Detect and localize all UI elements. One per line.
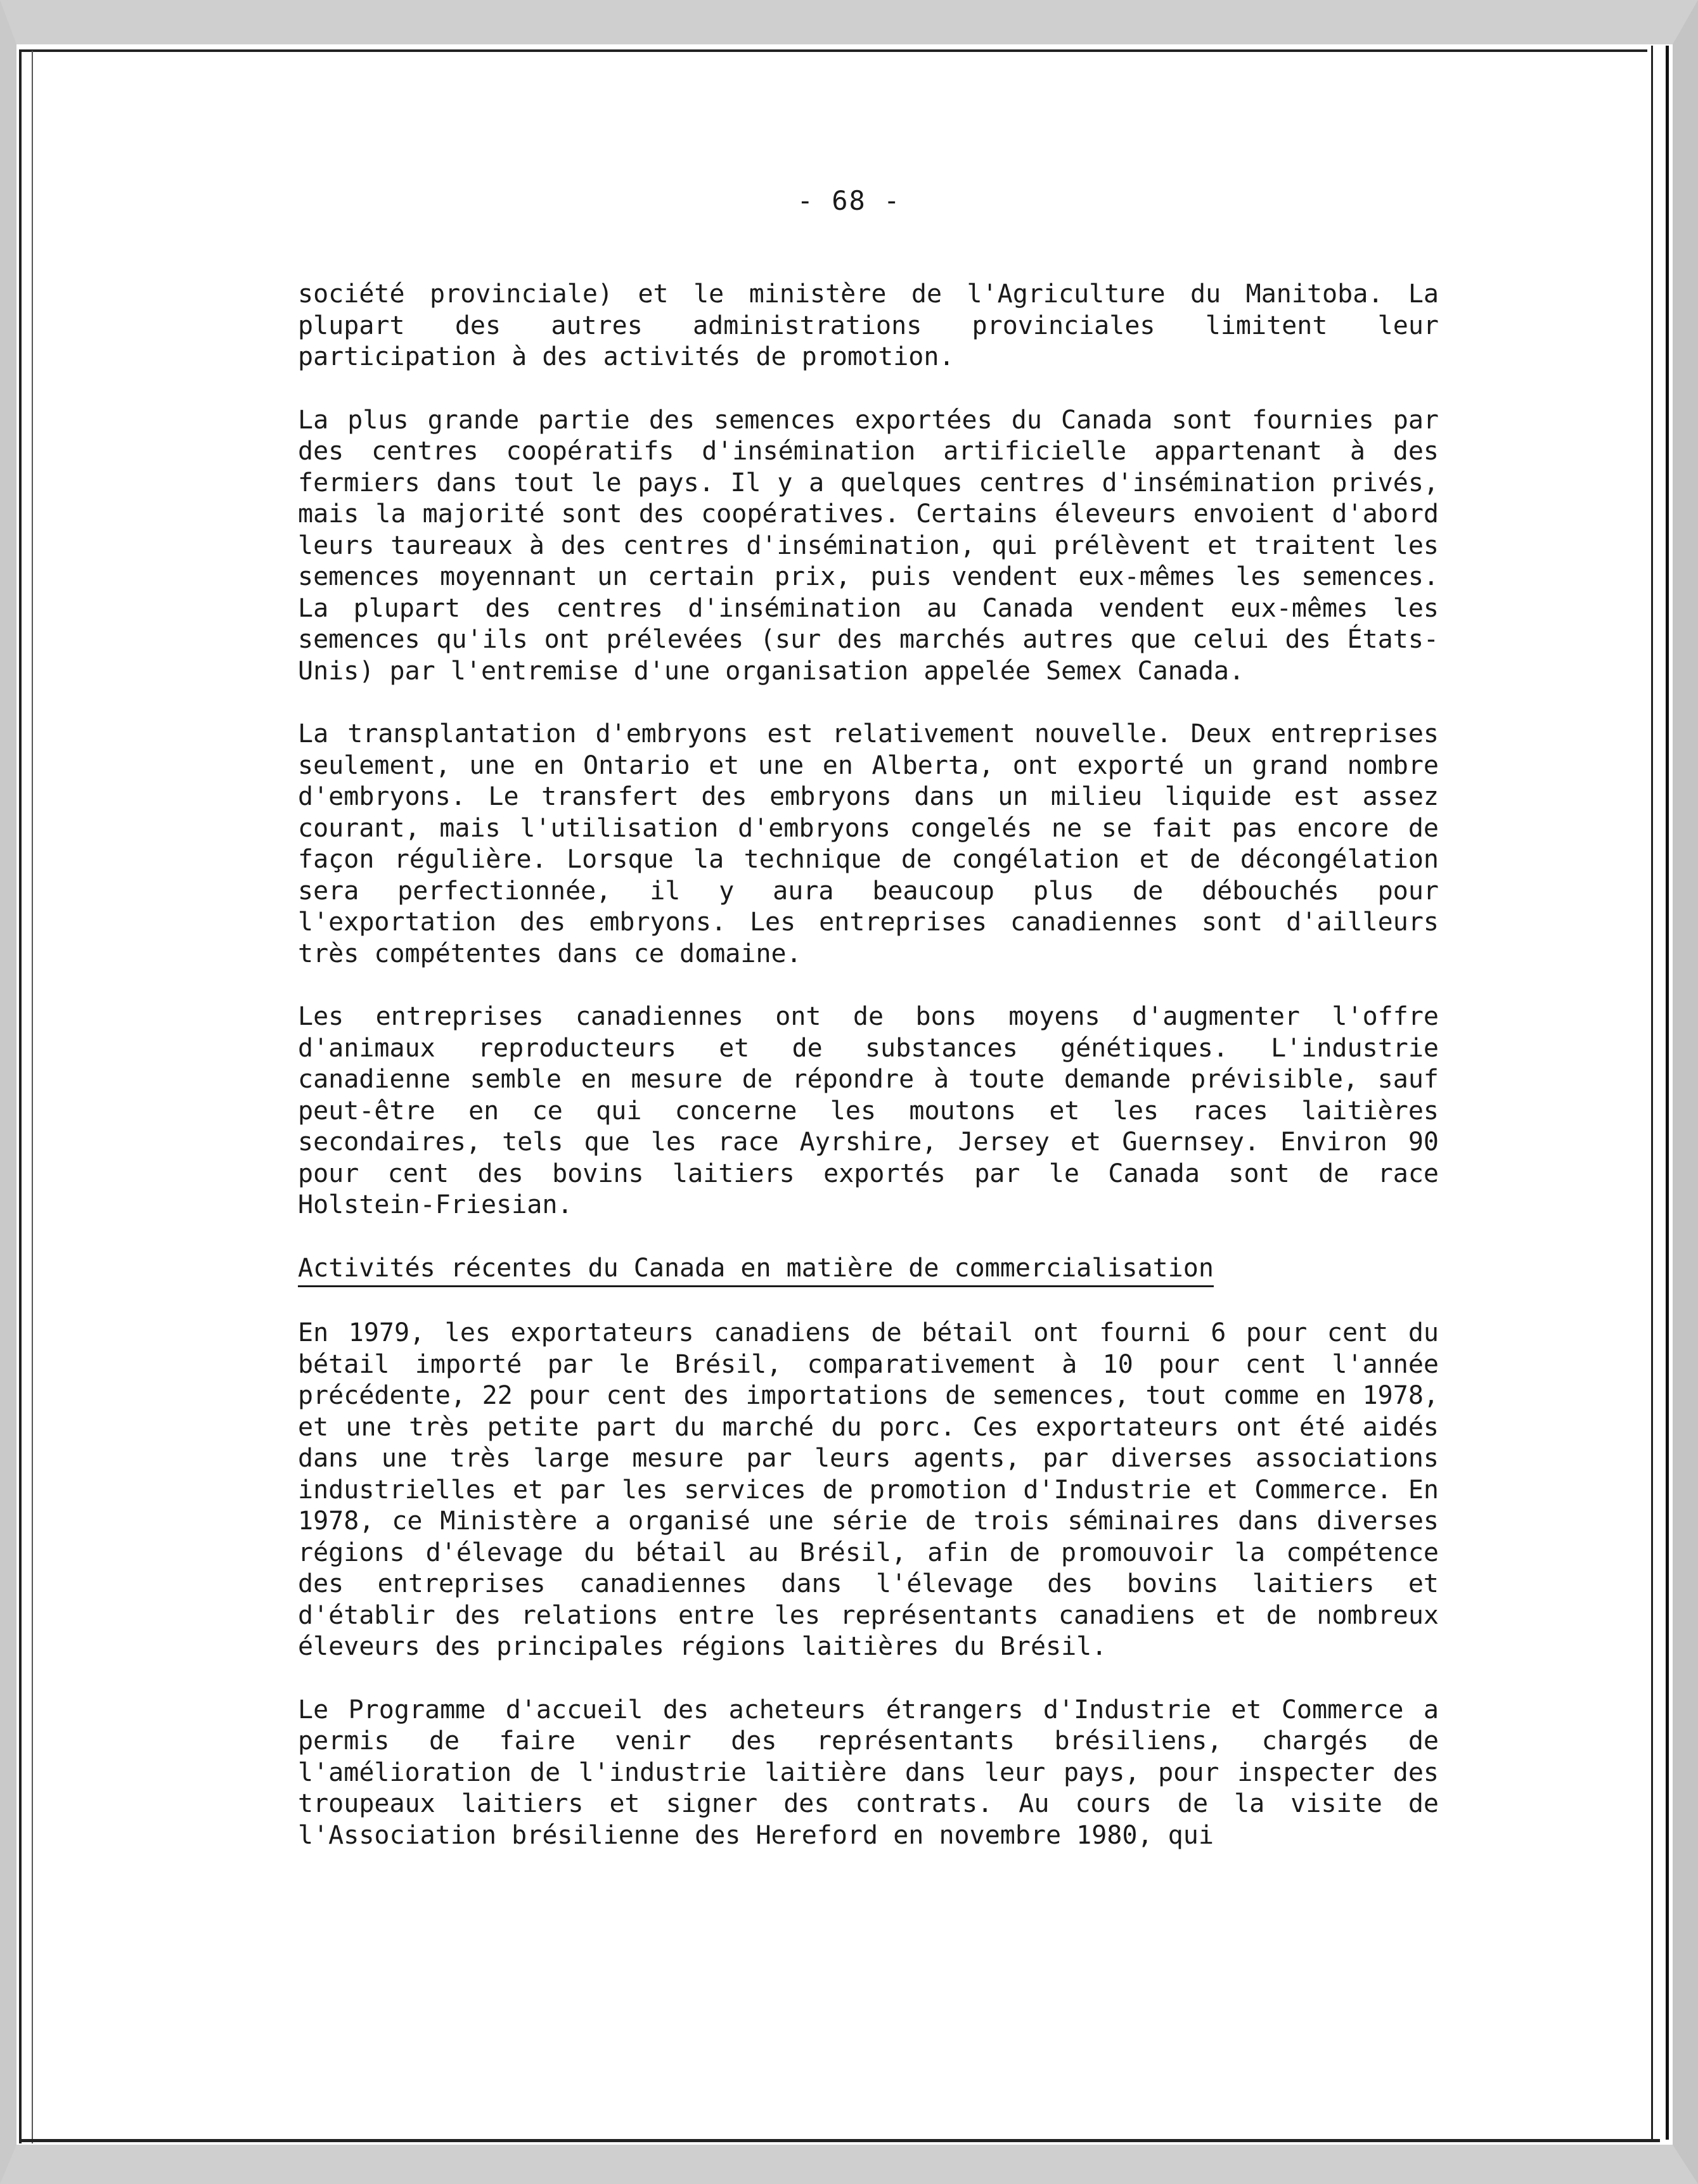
paragraph-3: La transplantation d'embryons est relativement nouvelle. Deux entreprises seulement, une en Ontario et une en Alberta, ont exporté un grand nombre d'embryons. Le transfert des embryons dans un milieu liquide est assez courant, mais l'utilisation d'embryons congelés ne se fait pas encore de façon régulière. Lorsque la technique de congélation et de décongélation sera perfectionnée, il y aura beaucoup plus de débouchés pour l'exportation des embryons. Les entreprises canadiennes sont d'ailleurs très compétentes dans ce domaine. [298,719,1439,968]
paragraph-1: société provinciale) et le ministère de l'Agriculture du Manitoba. La plupart des autres administrations provinciales limitent leur participation à des activités de promotion. [298,279,1439,371]
binder-right-edge [1651,46,1669,2140]
section-paragraph-1: En 1979, les exportateurs canadiens de bétail ont fourni 6 pour cent du bétail importé par le Brésil, comparativement à 10 pour cent l'année précédente, 22 pour cent des importations de semences, tout comme en 1978, et une très petite part du marché du porc. Ces exportateurs ont été aidés dans une très large mesure par leurs agents, par diverses associations industrielles et par les services de promotion d'Industrie et Commerce. En 1978, ce Ministère a organisé une série de trois séminaires dans diverses régions d'élevage du bétail au Brésil, afin de promouvoir la compétence des entreprises canadiennes dans l'élevage des bovins laitiers et d'établir des relations entre les représentants canadiens et de nombreux éleveurs des principales régions laitières du Brésil. [298,1318,1439,1661]
binder-bottom-edge [19,2139,1660,2142]
paragraph-4: Les entreprises canadiennes ont de bons moyens d'augmenter l'offre d'animaux reproducteurs et de substances génétiques. L'industrie canadienne semble en mesure de répondre à toute demande prévisible, sauf peut-être en ce qui concerne les moutons et les races laitières secondaires, tels que les race Ayrshire, Jersey et Guernsey. Environ 90 pour cent des bovins laitiers exportés par le Canada sont de race Holstein-Friesian. [298,1002,1439,1219]
page-number: - 68 - [797,185,901,216]
section-heading: Activités récentes du Canada en matière de commercialisation [298,1253,1214,1288]
binder-left-edge [19,51,33,2143]
binder-top-edge [19,49,1647,52]
paragraph-2: La plus grande partie des semences exportées du Canada sont fournies par des centres coopératifs d'insémination artificielle appartenant à des fermiers dans tout le pays. Il y a quelques centres d'insémination privés, mais la majorité sont des coopératives. Certains éleveurs envoient d'abord leurs taureaux à des centres d'insémination, qui prélèvent et traitent les semences moyennant un certain prix, puis vendent eux-mêmes les semences. La plupart des centres d'insémination au Canada vendent eux-mêmes les semences qu'ils ont prélevées (sur des marchés autres que celui des États-Unis) par l'entremise d'une organisation appelée Semex Canada. [298,405,1439,686]
document-body [298,279,1439,1883]
section-heading-block [298,1253,1439,1318]
section-paragraph-2: Le Programme d'accueil des acheteurs étrangers d'Industrie et Commerce a permis de faire venir des représentants brésiliens, chargés de l'amélioration de l'industrie laitière dans leur pays, pour inspecter des troupeaux laitiers et signer des contrats. Au cours de la visite de l'Association brésilienne des Hereford en novembre 1980, qui [298,1695,1439,1850]
